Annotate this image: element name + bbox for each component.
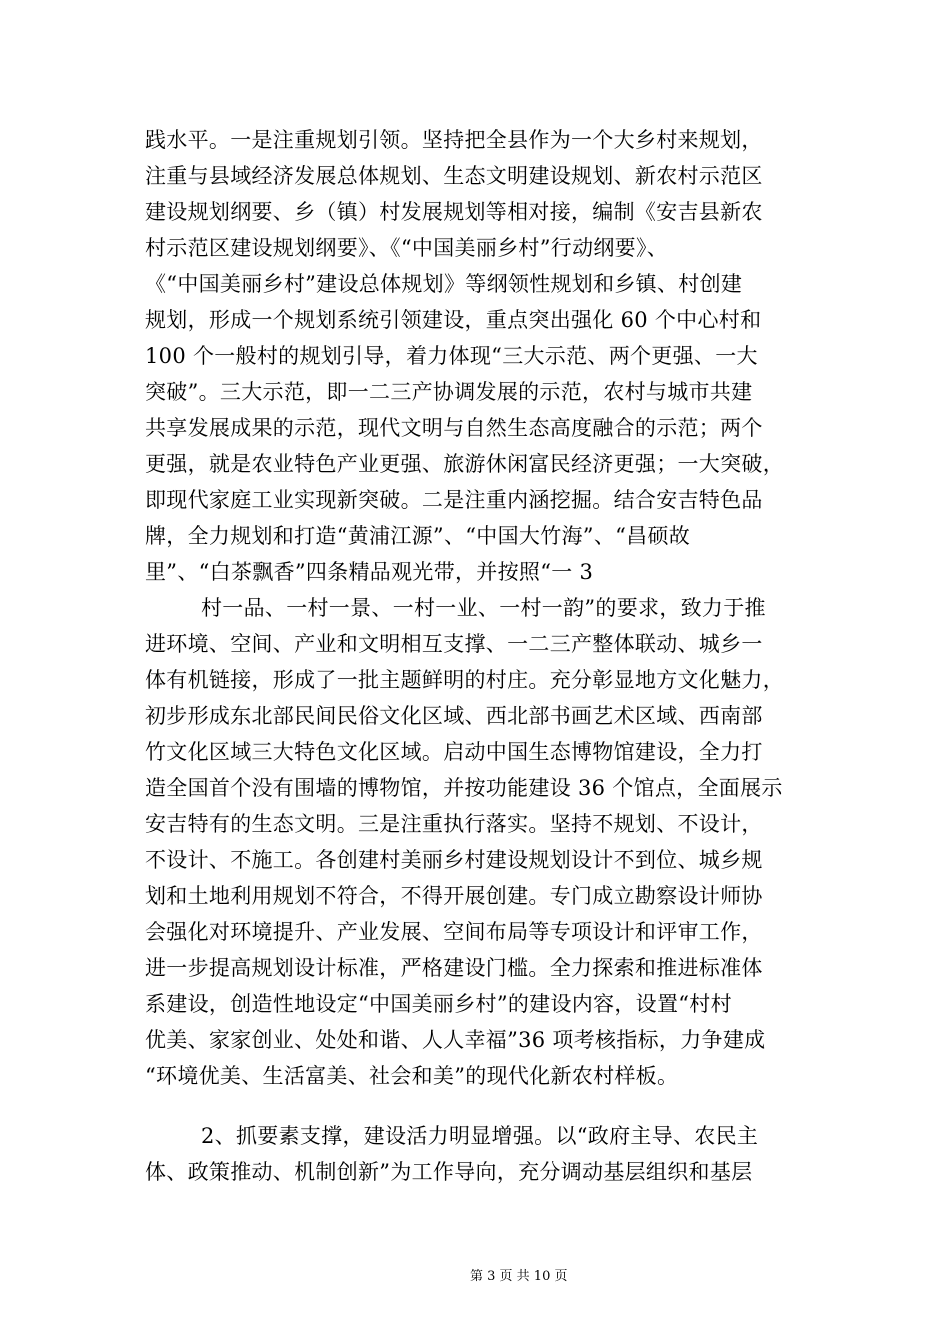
text-line: 系建设，创造性地设定“中国美丽乡村”的建设内容，设置“村村 xyxy=(145,992,732,1016)
text-line: 安吉特有的生态文明。三是注重执行落实。坚持不规划、不设计， xyxy=(145,812,763,836)
text-line: 100 个一般村的规划引导，着力体现“三大示范、两个更强、一大 xyxy=(145,344,758,368)
text-line: 进环境、空间、产业和文明相互支撑、一二三产整体联动、城乡一 xyxy=(145,632,763,656)
text-line: “环境优美、生活富美、社会和美”的现代化新农村样板。 xyxy=(145,1064,679,1088)
text-line: 体、政策推动、机制创新”为工作导向，充分调动基层组织和基层 xyxy=(145,1160,753,1184)
text-line: 初步形成东北部民间民俗文化区域、西北部书画艺术区域、西南部 xyxy=(145,704,763,728)
text-line: 村示范区建设规划纲要》、《“中国美丽乡村”行动纲要》、 xyxy=(145,236,669,260)
text-line: 优美、家家创业、处处和谐、人人幸福”36 项考核指标，力争建成 xyxy=(145,1028,766,1052)
text-line: 更强，就是农业特色产业更强、旅游休闲富民经济更强；一大突破， xyxy=(145,452,784,476)
text-line: 建设规划纲要、乡（镇）村发展规划等相对接，编制《安吉县新农 xyxy=(145,200,763,224)
text-line: 牌，全力规划和打造“黄浦江源”、“中国大竹海”、“昌硕故 xyxy=(145,524,691,548)
text-line: 不设计、不施工。各创建村美丽乡村建设规划设计不到位、城乡规 xyxy=(145,848,763,872)
text-line: 造全国首个没有围墙的博物馆，并按功能建设 36 个馆点，全面展示 xyxy=(145,776,783,800)
text-line: 竹文化区域三大特色文化区域。启动中国生态博物馆建设，全力打 xyxy=(145,740,763,764)
text-line: 村一品、一村一景、一村一业、一村一韵”的要求，致力于推 xyxy=(201,596,766,620)
page-number-footer: 第 3 页 共 10 页 xyxy=(470,1269,568,1284)
text-line: 共享发展成果的示范，现代文明与自然生态高度融合的示范；两个 xyxy=(145,416,763,440)
text-line: 体有机链接，形成了一批主题鲜明的村庄。充分彰显地方文化魅力， xyxy=(145,668,784,692)
text-line: 进一步提高规划设计标准，严格建设门槛。全力探索和推进标准体 xyxy=(145,956,763,980)
text-line: 划和土地利用规划不符合，不得开展创建。专门成立勘察设计师协 xyxy=(145,884,763,908)
text-line: 注重与县域经济发展总体规划、生态文明建设规划、新农村示范区 xyxy=(145,164,763,188)
text-line: 规划，形成一个规划系统引领建设，重点突出强化 60 个中心村和 xyxy=(145,308,762,332)
text-line: 践水平。一是注重规划引领。坚持把全县作为一个大乡村来规划， xyxy=(145,128,763,152)
text-line: 会强化对环境提升、产业发展、空间布局等专项设计和评审工作， xyxy=(145,920,763,944)
text-line: 里”、“白茶飘香”四条精品观光带，并按照“一 3 xyxy=(145,560,594,584)
text-line: 《“中国美丽乡村”建设总体规划》等纲领性规划和乡镇、村创建 xyxy=(145,272,743,296)
text-line: 2、抓要素支撑，建设活力明显增强。以“政府主导、农民主 xyxy=(201,1124,759,1148)
text-line: 突破”。三大示范，即一二三产协调发展的示范，农村与城市共建 xyxy=(145,380,753,404)
text-line: 即现代家庭工业实现新突破。二是注重内涵挖掘。结合安吉特色品 xyxy=(145,488,763,512)
